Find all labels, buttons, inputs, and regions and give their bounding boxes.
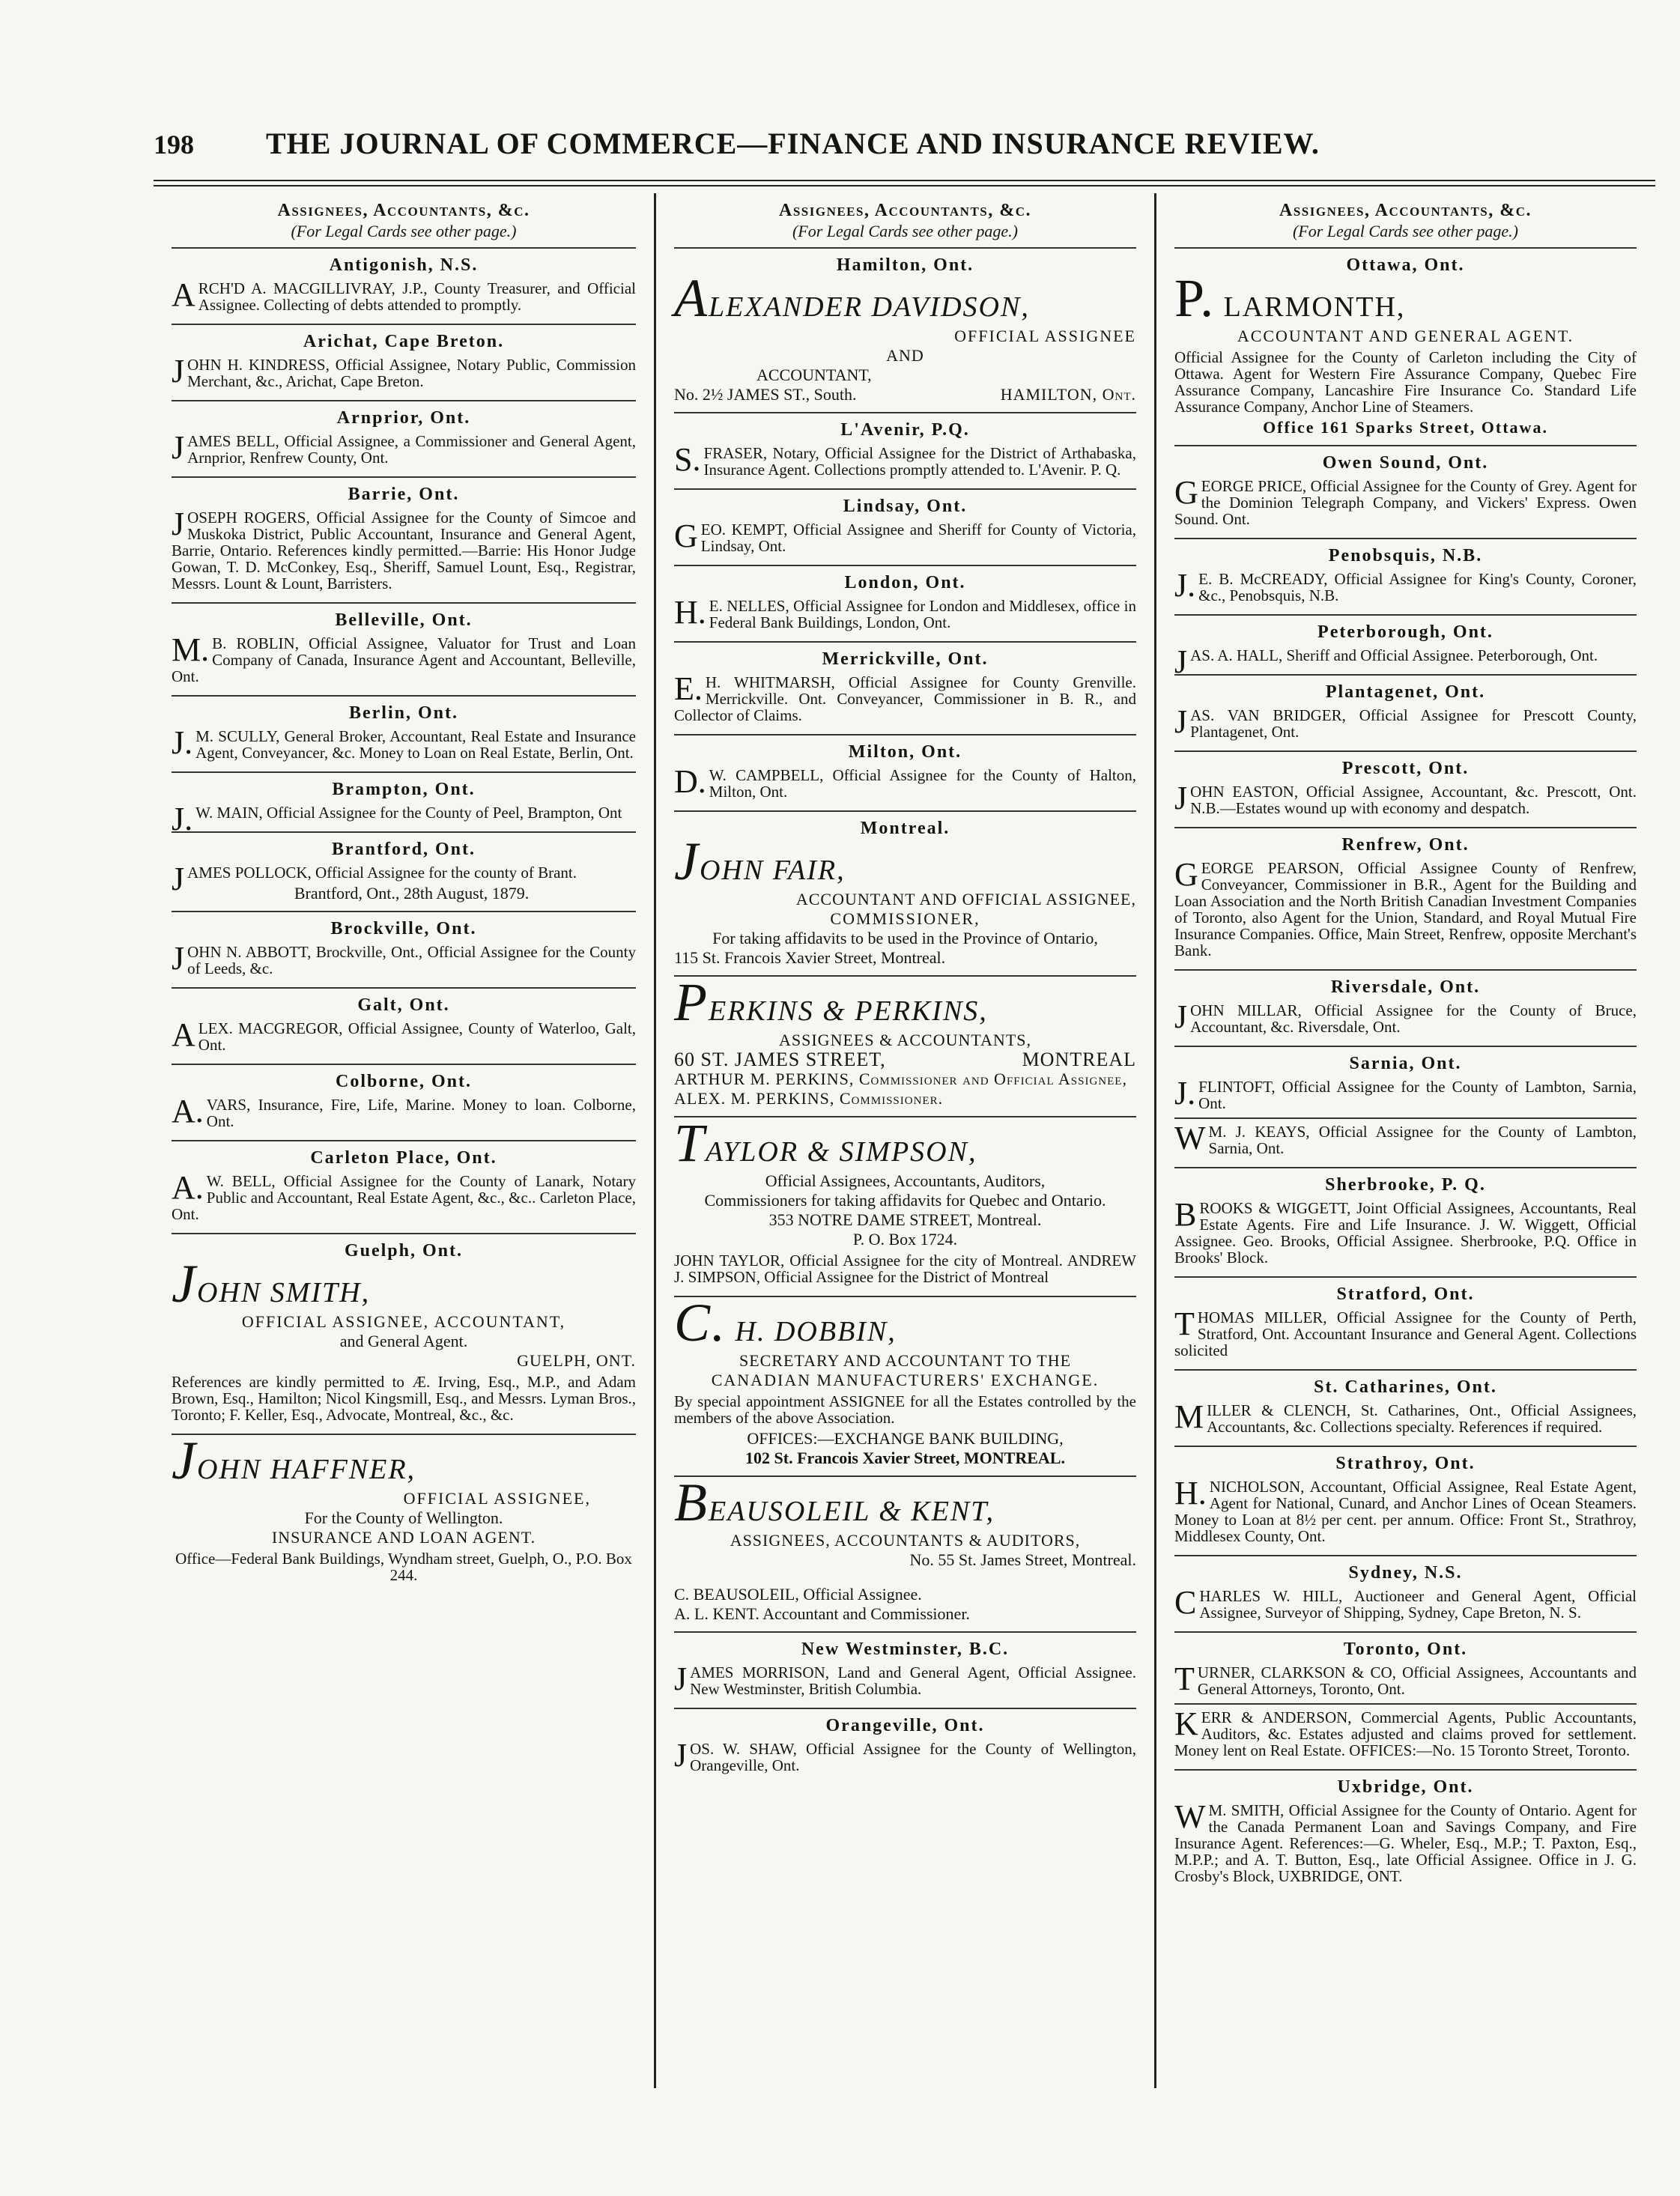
listing-brampton: [172, 771, 636, 837]
advertiser-line: A. L. KENT. Accountant and Commissioner.: [674, 1604, 970, 1623]
town-heading: Riversdale, Ont.: [1330, 977, 1481, 997]
listing-arnprior: [172, 400, 636, 476]
listing-text: BROOKS & WIGGETT, Joint Official Assignees, Accountants, Real Estate Agents. Fire and Life Insurance. J. W. Wiggett, Official Assignee. Geo. Brooks, Official Assignee. Sherbrooke, P.Q. Office in Brooks' Block.: [1174, 1196, 1637, 1267]
advertiser-office: Office 161 Sparks Street, Ottawa.: [1263, 418, 1548, 437]
listing-text: JAMES POLLOCK, Official Assignee for the county of Brant.: [172, 861, 577, 897]
listing-text: A.VARS, Insurance, Fire, Life, Marine. Money to loan. Colborne, Ont.: [172, 1093, 636, 1130]
column-heading: Assignees, Accountants, &c.: [778, 201, 1032, 220]
listing-plantagenet: [1174, 674, 1637, 750]
advertiser-name: JOHN FAIR,: [674, 831, 846, 891]
listing-new-westminster: [674, 1631, 1136, 1708]
column-heading: Assignees, Accountants, &c.: [1279, 201, 1532, 220]
advertiser-title: CANADIAN MANUFACTURERS' EXCHANGE.: [711, 1371, 1100, 1389]
town-heading: Hamilton, Ont.: [836, 255, 974, 275]
listing-text: By special appointment ASSIGNEE for all the Estates controlled by the members of the above Association.: [674, 1392, 1136, 1427]
listing-st-catharines: [1174, 1369, 1637, 1446]
advertiser-address: 60 ST. JAMES STREET,: [674, 1049, 886, 1070]
listing-text: GEO. KEMPT, Official Assignee and Sheriff for County of Victoria, Lindsay, Ont.: [674, 518, 1136, 555]
advertiser-title: ASSIGNEES & ACCOUNTANTS,: [779, 1031, 1031, 1049]
advertiser-name: TAYLOR & SIMPSON,: [674, 1113, 977, 1173]
town-heading: Orangeville, Ont.: [825, 1716, 985, 1735]
listing-lavenir: [674, 412, 1136, 488]
listing-prescott: [1174, 750, 1637, 827]
listing-toronto: [1174, 1631, 1637, 1769]
listing-text: J.E. B. McCREADY, Official Assignee for King's County, Coroner, &c., Penobsquis, N.B.: [1174, 567, 1637, 604]
listing-text: J.FLINTOFT, Official Assignee for the County of Lambton, Sarnia, Ont.: [1174, 1075, 1637, 1112]
advertiser-name: BEAUSOLEIL & KENT,: [674, 1472, 995, 1532]
listing-berlin: [172, 695, 636, 771]
advertiser-title: ACCOUNTANT AND GENERAL AGENT.: [1237, 327, 1574, 345]
advertiser-address: No. 2½ JAMES ST., South.: [674, 385, 857, 404]
listing-text: JAMES MORRISON, Land and General Agent, Official Assignee. New Westminster, British Columbia.: [674, 1660, 1136, 1698]
listing-brantford: [172, 831, 636, 911]
column-1: [154, 193, 654, 2088]
listing-text: JOHN TAYLOR, Official Assignee for the city of Montreal. ANDREW J. SIMPSON, Official Assignee for the District of Montreal: [674, 1252, 1136, 1286]
listing-penobsquis: [1174, 538, 1637, 614]
listing-renfrew: [1174, 827, 1637, 969]
town-heading: Stratford, Ont.: [1336, 1284, 1475, 1304]
header-rule-top: [154, 180, 1655, 181]
listing-montreal-perkins: [674, 972, 1136, 1116]
listing-haffner: [172, 1431, 636, 1594]
advertiser-title: Official Assignees, Accountants, Auditors,: [765, 1171, 1046, 1190]
town-heading: Ottawa, Ont.: [1346, 255, 1465, 275]
listing-text: A.W. BELL, Official Assignee for the County of Lanark, Notary Public and Accountant, Real Estate Agent, &c., &c.. Carleton Place, Ont.: [172, 1169, 636, 1223]
listing-text: ALEX. MACGREGOR, Official Assignee, County of Waterloo, Galt, Ont.: [172, 1016, 636, 1054]
advertiser-line: For the County of Wellington.: [304, 1508, 503, 1527]
listing-uxbridge: [1174, 1769, 1637, 1895]
listing-text: J.W. MAIN, Official Assignee for the County of Peel, Brampton, Ont: [172, 801, 622, 837]
town-heading: Owen Sound, Ont.: [1322, 453, 1489, 473]
advertiser-line: C. BEAUSOLEIL, Official Assignee.: [674, 1585, 922, 1604]
listing-text: JOHN N. ABBOTT, Brockville, Ont., Official Assignee for the County of Leeds, &c.: [172, 940, 636, 977]
town-heading: Carleton Place, Ont.: [310, 1148, 497, 1168]
town-heading: Arichat, Cape Breton.: [303, 332, 505, 351]
advertiser-title: SECRETARY AND ACCOUNTANT TO THE: [739, 1351, 1072, 1370]
advertiser-box: P. O. Box 1724.: [852, 1230, 958, 1249]
advertiser-place: GUELPH, ONT.: [517, 1351, 636, 1370]
listing-colborne: [172, 1064, 636, 1140]
listing-london: [674, 565, 1136, 641]
advertiser-offices: OFFICES:—EXCHANGE BANK BUILDING,: [747, 1429, 1064, 1448]
advertiser-address: 115 St. Francois Xavier Street, Montreal.: [674, 948, 946, 967]
town-heading: St. Catharines, Ont.: [1314, 1377, 1497, 1397]
listing-text: TURNER, CLARKSON & CO, Official Assignees, Accountants and General Attorneys, Toronto, Ont.: [1174, 1660, 1637, 1698]
advertiser-and: AND: [886, 346, 924, 365]
town-heading: L'Avenir, P.Q.: [840, 420, 970, 440]
listing-orangeville: [674, 1708, 1136, 1784]
town-heading: Strathroy, Ont.: [1335, 1454, 1476, 1473]
listing-text: WM. SMITH, Official Assignee for the County of Ontario. Agent for the Canada Permanent Loan and Savings Company, and Fire Insurance Agent. References:—G. Wheler, Esq., M.P.; T. Paxton, Esq., M.P.P.; and A. T. Button, Esq., late Official Assignee. Office in J. G. Crosby's Block, UXBRIDGE, ONT.: [1174, 1798, 1637, 1885]
listing-sarnia: [1174, 1046, 1637, 1167]
town-heading: Sherbrooke, P. Q.: [1325, 1175, 1486, 1195]
listing-text: JAS. A. HALL, Sheriff and Official Assignee. Peterborough, Ont.: [1174, 643, 1598, 680]
advertiser-name: ALEXANDER DAVIDSON,: [674, 268, 1030, 328]
town-heading: Peterborough, Ont.: [1317, 622, 1493, 642]
town-heading: Brockville, Ont.: [330, 919, 477, 938]
listing-belleville: [172, 602, 636, 695]
town-heading: Lindsay, Ont.: [843, 497, 968, 516]
listing-text: GEORGE PEARSON, Official Assignee County of Renfrew, Conveyancer, Commissioner in B.R., Agent for the Building and Loan Association and the North British Canadian Investment Companies of Toronto, also Agent for the Union, Standard, and Royal Mutual Fire Insurance Companies. Office, Main Street, Renfrew, opposite Merchant's Bank.: [1174, 856, 1637, 959]
listing-guelph: [172, 1233, 636, 1434]
page-number: 198: [154, 130, 194, 160]
listing-text: H.NICHOLSON, Accountant, Official Assignee, Real Estate Agent, Agent for National, Cunard, and Anchor Lines of Ocean Steamers. Money to Loan at 8½ per cent. per annum. Office: Front St., Strathroy, Middlesex County, Ont.: [1174, 1475, 1637, 1545]
town-heading: Uxbridge, Ont.: [1337, 1777, 1474, 1797]
listing-text: CHARLES W. HILL, Auctioneer and General Agent, Official Assignee, Surveyor of Shipping, Sydney, Cape Breton, N. S.: [1174, 1584, 1637, 1622]
listing-text: S.FRASER, Notary, Official Assignee for the District of Arthabaska, Insurance Agent. Collections promptly attended to. L'Avenir. P. Q.: [674, 441, 1136, 479]
advertiser-title: ACCOUNTANT AND OFFICIAL ASSIGNEE,: [795, 890, 1136, 909]
advertiser-title: OFFICIAL ASSIGNEE, ACCOUNTANT,: [241, 1312, 566, 1331]
advertiser-address: No. 55 St. James Street, Montreal.: [909, 1550, 1136, 1569]
listing-text: WM. J. KEAYS, Official Assignee for the County of Lambton, Sarnia, Ont.: [1174, 1120, 1637, 1157]
listing-dateline: Brantford, Ont., 28th August, 1879.: [294, 884, 530, 903]
listing-carleton-place: [172, 1140, 636, 1233]
town-heading: Montreal.: [860, 819, 950, 838]
column-subheading: (For Legal Cards see other page.): [291, 222, 517, 240]
town-heading: Sydney, N.S.: [1348, 1563, 1463, 1583]
column-2: [654, 193, 1154, 2088]
advertiser-address-row: [674, 1050, 1136, 1070]
listing-montreal-taylor: [674, 1113, 1136, 1296]
listing-text: JOHN H. KINDRESS, Official Assignee, Notary Public, Commission Merchant, &c., Arichat, Cape Breton.: [172, 353, 636, 390]
advertiser-city: HAMILTON, Ont.: [1000, 385, 1136, 404]
town-heading: Berlin, Ont.: [348, 703, 458, 723]
advertiser-title: and General Agent.: [339, 1332, 468, 1350]
listing-text: JOHN EASTON, Official Assignee, Accountant, &c. Prescott, Ont. N.B.—Estates wound up with economy and despatch.: [1174, 780, 1637, 817]
advertiser-title: ACCOUNTANT,: [756, 366, 872, 384]
listing-merrickville: [674, 641, 1136, 734]
page-header: [154, 126, 1449, 161]
listing-sherbrooke: [1174, 1167, 1637, 1276]
listing-text: J.M. SCULLY, General Broker, Accountant, Real Estate and Insurance Agent, Conveyancer, &c. Money to Loan on Real Estate, Berlin, Ont.: [172, 724, 636, 762]
advertiser-line: Commissioners for taking affidavits for Quebec and Ontario.: [704, 1191, 1106, 1210]
listing-text: JOSEPH ROGERS, Official Assignee for the County of Simcoe and Muskoka District, Public Accountant, Insurance and General Agent, Barrie, Ontario. References kindly permitted.—Barrie: His Honor Judge Gowan, T. D. McConkey, Esq., Sheriff, Samuel Lount, Esq., Registrar, Messrs. Lount & Lount, Barristers.: [172, 506, 636, 592]
listing-montreal-dobbin: [674, 1293, 1136, 1475]
listing-text: H.E. NELLES, Official Assignee for London and Middlesex, office in Federal Bank Buildings, London, Ont.: [674, 594, 1136, 631]
column-3: [1154, 193, 1655, 2088]
journal-title: THE JOURNAL OF COMMERCE—FINANCE AND INSURANCE REVIEW.: [266, 127, 1320, 160]
town-heading: Plantagenet, Ont.: [1325, 682, 1486, 702]
town-heading: Arnprior, Ont.: [336, 408, 471, 428]
town-heading: Brampton, Ont.: [332, 780, 476, 799]
listing-montreal-beausoleil: [674, 1472, 1136, 1631]
listing-owen-sound: [1174, 445, 1637, 538]
advertiser-name: C. H. DOBBIN,: [674, 1293, 897, 1353]
listing-galt: [172, 987, 636, 1064]
listing-strathroy: [1174, 1446, 1637, 1555]
listing-text: KERR & ANDERSON, Commercial Agents, Public Accountants, Auditors, &c. Estates adjusted and claims proved for settlement. Money lent on Real Estate. OFFICES:—No. 15 Toronto Street, Toronto.: [1174, 1705, 1637, 1759]
listing-text: M.B. ROBLIN, Official Assignee, Valuator for Trust and Loan Company of Canada, Insurance Agent and Accountant, Belleville, Ont.: [172, 631, 636, 685]
advertiser-line: For taking affidavits to be used in the Province of Ontario,: [712, 929, 1098, 947]
advertiser-city: MONTREAL: [1022, 1049, 1136, 1070]
listing-text: GEORGE PRICE, Official Assignee for the County of Grey. Agent for the Dominion Telegraph Company, and Vickers' Express. Owen Sound. Ont.: [1174, 474, 1637, 528]
advertiser-title: COMMISSIONER,: [830, 909, 980, 928]
advertiser-title: OFFICIAL ASSIGNEE,: [403, 1489, 591, 1508]
header-rule-bottom: [154, 185, 1655, 186]
listing-text: THOMAS MILLER, Official Assignee for the County of Perth, Stratford, Ont. Accountant Insurance and General Agent. Collections solicited: [1174, 1305, 1637, 1359]
town-heading: Sarnia, Ont.: [1349, 1054, 1462, 1073]
listing-barrie: [172, 476, 636, 602]
column-subheading: (For Legal Cards see other page.): [792, 222, 1019, 240]
town-heading: Galt, Ont.: [357, 995, 450, 1015]
listing-ottawa: [1174, 247, 1637, 445]
column-heading: Assignees, Accountants, &c.: [277, 201, 530, 220]
listing-peterborough: [1174, 614, 1637, 680]
advertiser-address-row: [674, 385, 1136, 404]
listing-text: ARCH'D A. MACGILLIVRAY, J.P., County Treasurer, and Official Assignee. Collecting of debts attended to promptly.: [172, 276, 636, 314]
town-heading: New Westminster, B.C.: [801, 1640, 1010, 1659]
listing-lindsay: [674, 488, 1136, 565]
listing-milton: [674, 734, 1136, 810]
listing-text: E.H. WHITMARSH, Official Assignee for County Grenville. Merrickville. Ont. Conveyancer, Commissioner in B. R., and Collector of Claims.: [674, 670, 1136, 724]
listing-brockville: [172, 911, 636, 987]
advertiser-address: 102 St. Francois Xavier Street, MONTREAL.: [745, 1449, 1065, 1467]
listing-arichat: [172, 324, 636, 400]
town-heading: Belleville, Ont.: [335, 610, 473, 630]
listing-text: MILLER & CLENCH, St. Catharines, Ont., Official Assignees, Accountants, &c. Collections specialty. References if required.: [1174, 1398, 1637, 1436]
listing-text: JOHN MILLAR, Official Assignee for the County of Bruce, Accountant, &c. Riversdale, Ont.: [1174, 998, 1637, 1036]
town-heading: Guelph, Ont.: [344, 1241, 464, 1261]
listing-references: References are kindly permitted to Æ. Irving, Esq., M.P., and Adam Brown, Esq., Hamilton; Nicol Kingsmill, Esq., and Messrs. Lyman Bros., Toronto; F. Keller, Esq., Advocate, Montreal, &c., &c.: [172, 1373, 636, 1424]
advertiser-address: Office—Federal Bank Buildings, Wyndham street, Guelph, O., P.O. Box 244.: [175, 1550, 632, 1584]
listing-text: JAS. VAN BRIDGER, Official Assignee for Prescott County, Plantagenet, Ont.: [1174, 703, 1637, 741]
advertiser-title: OFFICIAL ASSIGNEE: [954, 327, 1136, 345]
listing-text: JOS. W. SHAW, Official Assignee for the County of Wellington, Orangeville, Ont.: [674, 1737, 1136, 1774]
advertiser-name: PERKINS & PERKINS,: [674, 972, 988, 1032]
listing-text: JAMES BELL, Official Assignee, a Commissioner and General Agent, Arnprior, Renfrew County, Ont.: [172, 429, 636, 467]
advertiser-line: ARTHUR M. PERKINS, Commissioner and Official Assignee,: [674, 1070, 1127, 1088]
town-heading: Penobsquis, N.B.: [1328, 546, 1483, 565]
listing-stratford: [1174, 1276, 1637, 1369]
town-heading: Barrie, Ont.: [348, 485, 460, 504]
advertiser-title: ASSIGNEES, ACCOUNTANTS & AUDITORS,: [730, 1531, 1081, 1550]
advertiser-name: JOHN HAFFNER,: [172, 1431, 416, 1490]
town-heading: Prescott, Ont.: [1341, 759, 1470, 778]
town-heading: Colborne, Ont.: [335, 1072, 472, 1091]
town-heading: Milton, Ont.: [848, 742, 962, 762]
advertiser-line: INSURANCE AND LOAN AGENT.: [271, 1528, 536, 1547]
town-heading: London, Ont.: [844, 573, 966, 592]
town-heading: Toronto, Ont.: [1343, 1640, 1468, 1659]
column-subheading: (For Legal Cards see other page.): [1292, 222, 1519, 240]
town-heading: Antigonish, N.S.: [329, 255, 479, 275]
advertiser-line: ALEX. M. PERKINS, Commissioner.: [674, 1089, 944, 1108]
listing-riversdale: [1174, 969, 1637, 1046]
town-heading: Merrickville, Ont.: [822, 649, 989, 669]
listing-hamilton: [674, 247, 1136, 412]
listing-text: Official Assignee for the County of Carleton including the City of Ottawa. Agent for Western Fire Assurance Company, Quebec Fire Assurance Company, Lancashire Fire Insurance Co. Standard Life Assurance Company, Anchor Line of Steamers.: [1174, 348, 1637, 416]
advertiser-name: P. LARMONTH,: [1174, 268, 1406, 328]
directory-columns: [154, 193, 1655, 2088]
town-heading: Brantford, Ont.: [332, 840, 476, 859]
listing-montreal-fair: [674, 810, 1136, 975]
advertiser-address: 353 NOTRE DAME STREET, Montreal.: [768, 1210, 1042, 1229]
listing-text: D.W. CAMPBELL, Official Assignee for the County of Halton, Milton, Ont.: [674, 763, 1136, 801]
listing-antigonish: [172, 247, 636, 324]
listing-sydney: [1174, 1555, 1637, 1631]
advertiser-name: JOHN SMITH,: [172, 1254, 371, 1314]
town-heading: Renfrew, Ont.: [1341, 835, 1470, 855]
